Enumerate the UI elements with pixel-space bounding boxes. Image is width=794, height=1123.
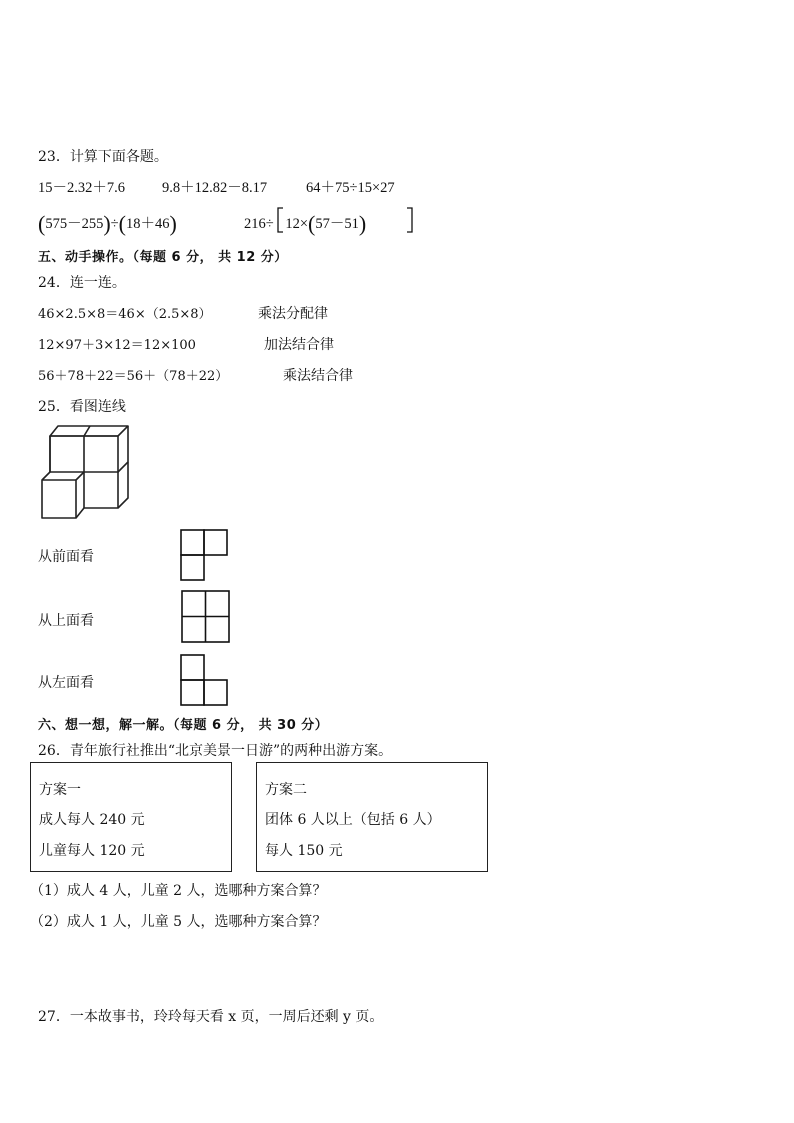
q23-title: 23．计算下面各题。 (38, 149, 168, 165)
plan2-line1: 团体 6 人以上（包括 6 人） (265, 812, 441, 828)
plan1-box (30, 762, 232, 872)
plan2-line2: 每人 150 元 (265, 843, 343, 859)
q27-title: 27．一本故事书，玲玲每天看 x 页，一周后还剩 y 页。 (38, 1009, 384, 1025)
q26-title: 26．青年旅行社推出“北京美景一日游”的两种出游方案。 (38, 743, 393, 759)
q23-expression-5-mid: 12× (285, 216, 309, 232)
q23-expression-4: (575－255)÷(18＋46) (38, 211, 177, 236)
q23-expression-5 (244, 211, 376, 236)
q24-right-2: 加法结合律 (264, 337, 334, 353)
plan2-box (256, 762, 488, 872)
q23-expression-4-part-b: 18＋46 (125, 216, 170, 232)
section5-title: 五、动手操作。（每题 6 分， 共 12 分） (38, 250, 288, 265)
q23-expression-5-prefix: 216÷ (244, 216, 274, 232)
section6-title: 六、想一想，解一解。（每题 6 分， 共 30 分） (38, 718, 329, 733)
q26-sub2: （2）成人 1 人，儿童 5 人，选哪种方案合算？ (30, 914, 327, 930)
q25-view-front-label: 从前面看 (38, 549, 94, 565)
plan2-name: 方案二 (265, 782, 307, 798)
q26-sub1: （1）成人 4 人，儿童 2 人，选哪种方案合算？ (30, 883, 327, 899)
q23-expression-3: 64＋75÷15×27 (306, 180, 395, 196)
q25-view-left-label: 从左面看 (38, 675, 94, 691)
plan1-line1: 成人每人 240 元 (39, 812, 145, 828)
q23-expression-2: 9.8＋12.82－8.17 (162, 180, 268, 196)
view-shape-1 (180, 529, 230, 581)
q24-left-1: 46×2.5×8＝46×（2.5×8） (38, 307, 212, 322)
q24-left-3: 56＋78＋22＝56＋（78＋22） (38, 369, 229, 384)
q24-right-3: 乘法结合律 (283, 368, 353, 384)
q25-title: 25．看图连线 (38, 399, 126, 415)
q23-expression-5-inner: 57－51 (315, 216, 359, 232)
plan1-name: 方案一 (39, 782, 81, 798)
square-bracket-shape (277, 207, 417, 233)
view-shape-2 (181, 590, 231, 644)
q24-right-1: 乘法分配律 (258, 306, 328, 322)
view-shape-3 (180, 654, 230, 706)
q23-expression-4-divide: ÷ (110, 216, 119, 232)
q24-title: 24．连一连。 (38, 275, 126, 291)
q23-expression-5-square-bracket: 12×(57－51) (277, 212, 376, 233)
q23-expression-1: 15－2.32＋7.6 (38, 180, 125, 196)
q25-view-top-label: 从上面看 (38, 613, 94, 629)
q24-left-2: 12×97＋3×12＝12×100 (38, 338, 196, 353)
cube-stack-figure (38, 422, 138, 522)
q23-expression-4-part-a: 575－255 (45, 216, 104, 232)
plan1-line2: 儿童每人 120 元 (39, 843, 145, 859)
